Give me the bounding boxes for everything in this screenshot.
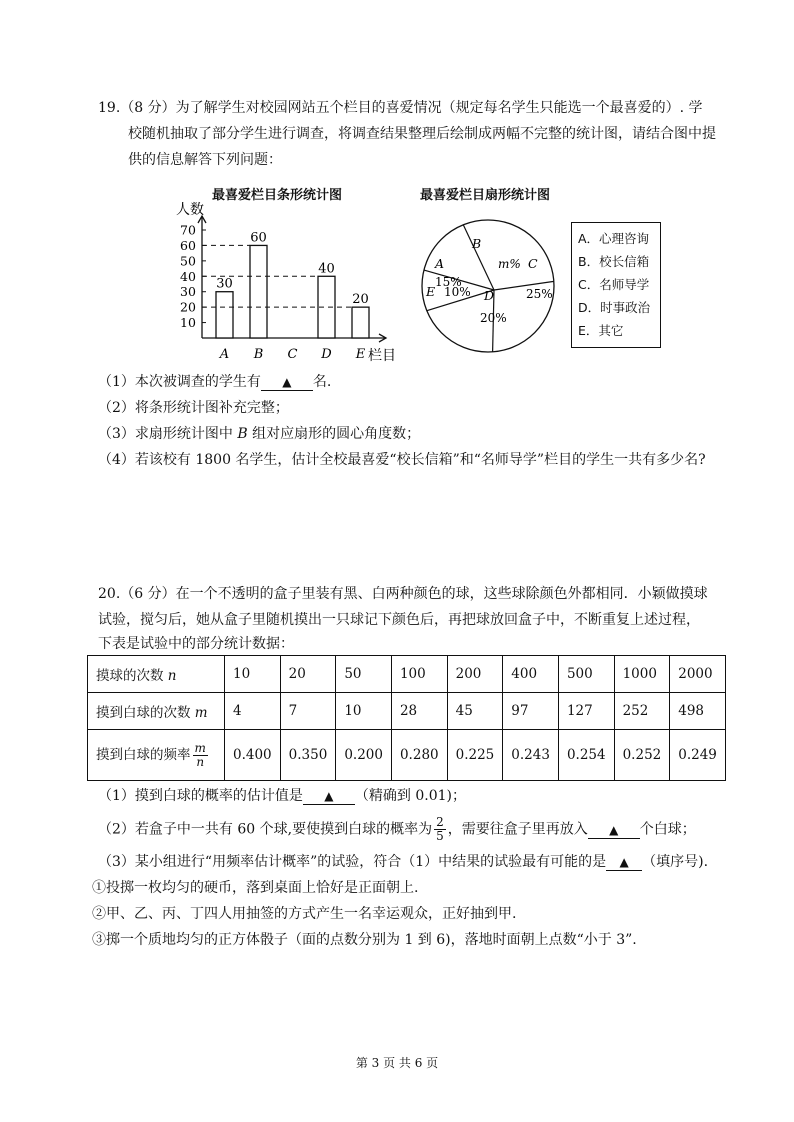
table-cell: 45 — [447, 693, 503, 730]
legend-item-a: A．心理咨询 — [578, 231, 650, 246]
table-cell: 127 — [558, 693, 614, 730]
table-header-cell: 摸到白球的频率 $\frac{m}{n}$ — [88, 730, 225, 781]
x-tick-label: A — [219, 347, 230, 362]
table-cell: 100 — [391, 656, 447, 693]
x-tick-label: D — [321, 347, 332, 362]
q19-line-3: 供的信息解答下列问题： — [128, 152, 282, 168]
y-tick-label: 10 — [180, 315, 196, 331]
x-tick-label: E — [355, 347, 366, 362]
slice-label-A: A — [435, 256, 445, 271]
bar-value-label: 30 — [216, 276, 233, 292]
table-cell: 0.254 — [558, 730, 614, 781]
slice-value-label: 20% — [480, 311, 507, 325]
table-cell: 400 — [503, 656, 559, 693]
slice-label-C: C — [528, 256, 538, 271]
table-cell: 10 — [336, 693, 392, 730]
legend-item-c: C．名师导学 — [578, 277, 650, 292]
table-cell: 0.200 — [336, 730, 392, 781]
q19-sub3: （3）求扇形统计图中 B 组对应扇形的圆心角度数； — [98, 426, 421, 442]
q19-line-2: 校随机抽取了部分学生进行调查，将调查结果整理后绘制成两幅不完整的统计图，请结合图中提 — [128, 126, 716, 142]
table-cell: 2000 — [670, 656, 726, 693]
q20-line-1: 20.（6 分）在一个不透明的盒子里装有黑、白两种颜色的球，这些球除颜色外都相同．小颖做摸球 — [98, 586, 708, 602]
bar-A — [216, 292, 233, 338]
q20-line-3: 下表是试验中的部分统计数据： — [98, 636, 294, 652]
table-row — [88, 656, 726, 693]
table-cell: 0.243 — [503, 730, 559, 781]
pie-chart-title: 最喜爱栏目扇形统计图 — [420, 188, 551, 203]
q20-option-3: ③掷一个质地均匀的正方体骰子（面的点数分别为 1 到 6)，落地时面朝上点数“小于 3”. — [92, 932, 637, 948]
slice-label-D: D — [484, 288, 495, 303]
table-cell: 0.400 — [225, 730, 281, 781]
x-tick-label: C — [287, 347, 298, 362]
q20-sub1-blank: ▲ — [303, 788, 355, 805]
page-footer: 第 3 页 共 6 页 — [355, 1056, 439, 1070]
slice-value-label: 15% — [435, 275, 462, 289]
y-tick-label: 40 — [180, 268, 196, 284]
table-cell: 0.252 — [614, 730, 670, 781]
pie-legend — [571, 222, 661, 348]
bar-chart-title: 最喜爱栏目条形统计图 — [212, 188, 343, 203]
q20-sub1: （1）摸到白球的概率的估计值是 ▲ （精确到 0.01)； — [98, 788, 467, 804]
table-cell: 0.280 — [391, 730, 447, 781]
table-cell: 7 — [280, 693, 336, 730]
table-cell: 10 — [225, 656, 281, 693]
table-cell: 1000 — [614, 656, 670, 693]
q20-sub3: （3）某小组进行“用频率估计概率”的试验，符合（1）中结果的试验最有可能的是 ▲ （填序号). — [98, 854, 709, 870]
slice-value-label: m% — [498, 257, 521, 271]
y-axis-label: 人数 — [176, 202, 204, 218]
bar-value-label: 20 — [352, 292, 369, 308]
table-row — [88, 730, 726, 781]
table-cell: 0.350 — [280, 730, 336, 781]
q19-sub1-blank: ▲ — [261, 374, 313, 391]
slice-value-label: 25% — [526, 287, 553, 301]
table-cell: 252 — [614, 693, 670, 730]
table-cell: 97 — [503, 693, 559, 730]
probability-fraction: $\frac{2}{5}$ — [436, 815, 444, 843]
bar-B — [250, 245, 267, 338]
table-cell: 20 — [280, 656, 336, 693]
table-cell: 0.225 — [447, 730, 503, 781]
bar-value-label: 60 — [250, 230, 267, 246]
x-axis-label: 栏目 — [368, 348, 396, 364]
q20-option-2: ②甲、乙、丙、丁四人用抽签的方式产生一名幸运观众，正好抽到甲. — [92, 906, 517, 922]
pie-chart — [416, 214, 561, 359]
table-cell: 50 — [336, 656, 392, 693]
table-cell: 4 — [225, 693, 281, 730]
table-row — [88, 693, 726, 730]
y-tick-label: 50 — [180, 253, 196, 269]
table-cell: 28 — [391, 693, 447, 730]
y-tick-label: 30 — [180, 284, 196, 300]
bar-value-label: 40 — [318, 261, 335, 277]
legend-item-e: E．其它 — [578, 323, 624, 338]
q20-sub3-blank: ▲ — [606, 854, 642, 871]
slice-value-label: 10% — [444, 285, 471, 299]
table-cell: 0.249 — [670, 730, 726, 781]
bar-E — [352, 307, 369, 338]
q20-sub2: （2）若盒子中一共有 60 个球,要使摸到白球的概率为 $\frac{2}{5}$ ，需要往盒子里再放入 ▲ 个白球； — [98, 815, 696, 843]
slice-label-B: B — [472, 236, 482, 251]
q19-sub1: （1）本次被调查的学生有 ▲ 名. — [98, 374, 332, 390]
y-tick-label: 20 — [180, 299, 196, 315]
table-cell: 498 — [670, 693, 726, 730]
legend-item-d: D．时事政治 — [578, 300, 651, 315]
y-tick-label: 70 — [180, 222, 196, 238]
bar-chart — [160, 198, 400, 368]
q19-line-1: 19.（8 分）为了解学生对校园网站五个栏目的喜爱情况（规定每名学生只能选一个最喜爱的）. 学 — [98, 100, 703, 116]
frequency-fraction: $\frac{m}{n}$ — [194, 740, 206, 769]
table-header-cell: 摸到白球的次数 m — [88, 693, 225, 730]
q20-line-2: 试验，搅匀后，她从盒子里随机摸出一只球记下颜色后，再把球放回盒子中，不断重复上述过程， — [98, 612, 700, 628]
y-tick-label: 60 — [180, 237, 196, 253]
q19-sub4: （4）若该校有 1800 名学生，估计全校最喜爱“校长信箱”和“名师导学”栏目的学生一共有多少名? — [98, 452, 706, 468]
q20-sub2-blank: ▲ — [588, 822, 640, 839]
q19-sub2: （2）将条形统计图补充完整； — [98, 400, 289, 416]
x-tick-label: B — [253, 347, 264, 362]
table-cell: 200 — [447, 656, 503, 693]
slice-label-E: E — [426, 284, 436, 299]
q20-option-1: ①投掷一枚均匀的硬币，落到桌面上恰好是正面朝上. — [92, 880, 419, 896]
data-table — [87, 655, 726, 781]
legend-item-b: B．校长信箱 — [578, 254, 650, 269]
table-cell: 500 — [558, 656, 614, 693]
table-header-cell: 摸球的次数 n — [88, 656, 225, 693]
